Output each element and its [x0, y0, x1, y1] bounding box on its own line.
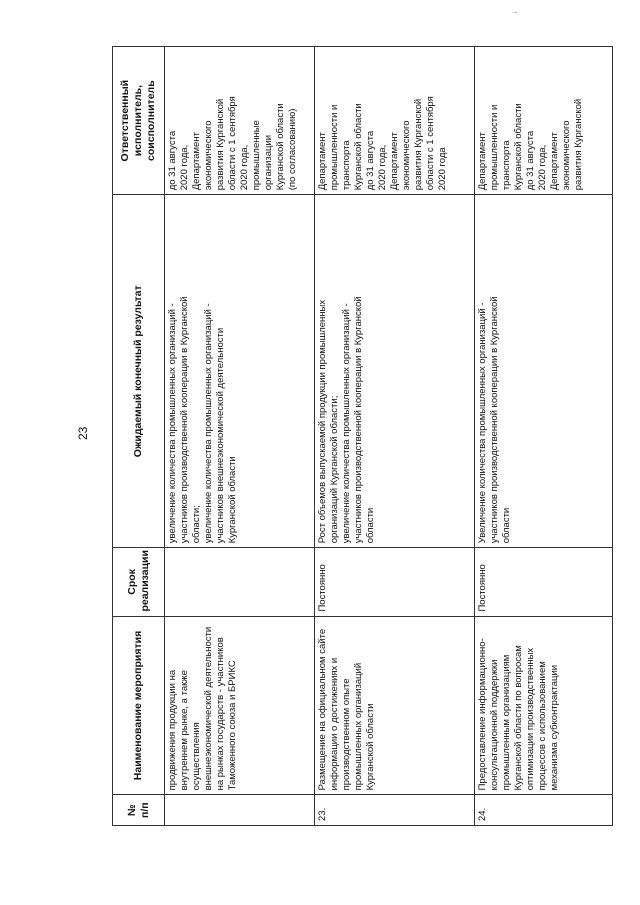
cell-text-line: области;	[191, 505, 202, 544]
cell-text-line: участников производственной кооперации в Курганской	[353, 296, 364, 544]
row-responsible	[475, 47, 613, 195]
cell-text-line: Таможенного союза и БРИКС	[227, 660, 238, 791]
cell-text-line: внешнеэкономической деятельности	[203, 626, 214, 791]
cell-text-line: Департамент	[389, 132, 400, 191]
cell-text-line: информации о достижениях и	[329, 657, 340, 791]
cell-text-line: Департамент	[549, 132, 560, 191]
cell-text-line: 2020 года,	[537, 144, 548, 191]
cell-text-line: организаций Курганской области;	[329, 395, 340, 544]
cell-text-line: Курганской области	[353, 103, 364, 191]
row-num: 23.	[315, 795, 475, 826]
cell-text-line: Курганской области	[227, 456, 238, 544]
cell-text-line: Рост объемов выпускаемой продукции промышленных	[317, 299, 328, 544]
cell-text-line: участников внешнеэкономической деятельности	[215, 327, 226, 544]
cell-text-line: области	[365, 507, 376, 544]
cell-text-line: оптимизации производственных	[525, 647, 536, 791]
cell-text-line: на рынках государств - участников	[215, 637, 226, 791]
cell-text-line: Департамент	[477, 132, 488, 191]
cell-text-line: Курганской области по вопросам	[513, 645, 524, 791]
row-name	[165, 616, 315, 795]
cell-text-line: консультационной поддержки	[489, 659, 500, 791]
cell-text-line: производственном опыте	[341, 678, 352, 791]
cell-text-line: механизма субконтрактации	[549, 664, 560, 791]
cell-text-line: Курганской области	[513, 103, 524, 191]
cell-text-line: (по согласованию)	[287, 108, 298, 191]
row-period: Постоянно	[315, 548, 475, 616]
header-name: Наименование мероприятия	[113, 616, 165, 795]
row-name	[475, 616, 613, 795]
cell-text-line: развития Курганской	[215, 98, 226, 191]
cell-text-line: Департамент	[317, 132, 328, 191]
row-num	[165, 795, 315, 826]
cell-text-line: до 31 августа	[365, 130, 376, 191]
cell-text-line: 2020 года,	[239, 144, 250, 191]
cell-text-line: экономического	[401, 120, 412, 191]
cell-text-line: экономического	[203, 120, 214, 191]
cell-text-line: развития Курганской	[573, 98, 584, 191]
cell-text-line: развития Курганской	[413, 98, 424, 191]
cell-text-line: участников производственной кооперации в Курганской	[489, 296, 500, 544]
cell-text-line: промышленным организациям	[501, 654, 512, 791]
cell-text-line: Департамент	[191, 132, 202, 191]
header-responsible: Ответственный исполнитель, соисполнитель	[113, 47, 165, 195]
table-row	[475, 47, 613, 826]
cell-text-line: участников производственной кооперации в Курганской	[179, 296, 190, 544]
cell-text-line: промышленности и	[329, 104, 340, 191]
cell-text-line: Размещение на официальном сайте	[317, 628, 328, 791]
measures-table	[112, 46, 613, 826]
row-result	[165, 195, 315, 548]
page-number: 23	[76, 426, 90, 440]
rotated-table-container	[112, 46, 612, 826]
table-header-row	[113, 47, 165, 826]
cell-text-line: увеличение количества промышленных организаций -	[341, 303, 352, 544]
cell-text-line: промышленные	[251, 120, 262, 191]
cell-text-line: Предоставление информационно-	[477, 638, 488, 791]
cell-text-line: увеличение количества промышленных организаций -	[167, 303, 178, 544]
row-name	[315, 616, 475, 795]
cell-text-line: транспорта	[341, 140, 352, 191]
cell-text-line: до 31 августа	[167, 130, 178, 191]
header-period: Срок реализации	[113, 548, 165, 616]
header-result: Ожидаемый конечный результат	[113, 195, 165, 548]
cell-text-line: Курганской области	[275, 103, 286, 191]
cell-text-line: области с 1 сентября	[227, 96, 238, 191]
cell-text-line: промышленности и	[489, 104, 500, 191]
row-responsible	[165, 47, 315, 195]
header-num: № п/п	[113, 795, 165, 826]
cell-text-line: до 31 августа	[525, 130, 536, 191]
row-num: 24.	[475, 795, 613, 826]
row-period: Постоянно	[475, 548, 613, 616]
cell-text-line: 2020 года,	[377, 144, 388, 191]
cell-text-line: организации	[263, 134, 274, 191]
table-row	[315, 47, 475, 826]
cell-text-line: Увеличение количества промышленных организаций -	[477, 302, 488, 544]
cell-text-line: 2020 года	[437, 147, 448, 191]
cell-text-line: экономического	[561, 120, 572, 191]
cell-text-line: промышленных организаций	[353, 662, 364, 791]
row-responsible	[315, 47, 475, 195]
row-period	[165, 548, 315, 616]
cell-text-line: 2020 года,	[179, 144, 190, 191]
cell-text-line: процессов с использованием	[537, 661, 548, 791]
cell-text-line: Курганской области	[365, 703, 376, 791]
cell-text-line: области	[501, 507, 512, 544]
cell-text-line: увеличение количества промышленных организаций -	[203, 303, 214, 544]
cell-text-line: внутреннем рынке, а также	[179, 670, 190, 791]
cell-text-line: осуществления	[191, 722, 202, 791]
scan-mark	[514, 12, 517, 13]
cell-text-line: продвижения продукции на	[167, 669, 178, 791]
table-row	[165, 47, 315, 826]
cell-text-line: транспорта	[501, 140, 512, 191]
row-result	[315, 195, 475, 548]
row-result	[475, 195, 613, 548]
cell-text-line: области с 1 сентября	[425, 96, 436, 191]
